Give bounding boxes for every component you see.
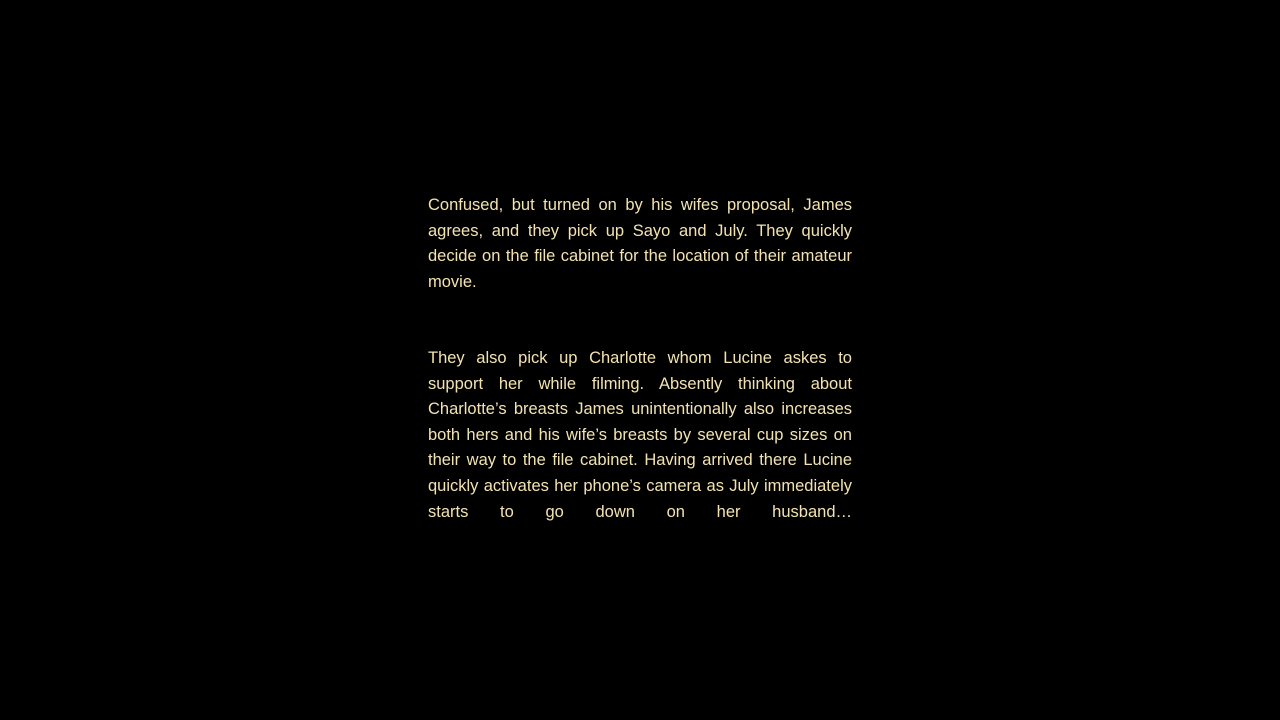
narration-paragraph-2: They also pick up Charlotte whom Lucine askes to support her while filming. Absently thinking about Charlotte’s breasts James unintentionally also increases both hers and his wife’s breasts by several cup sizes on their way to the file cabinet. Having arrived there Lucine quickly activates her phone’s camera as July immediately starts to go down on her husband… xyxy=(428,348,852,521)
narration-paragraph-1: Confused, but turned on by his wifes proposal, James agrees, and they pick up Sayo and July. They quickly decide on the file cabinet for the location of their amateur movie. xyxy=(428,196,852,291)
narration-text-block xyxy=(428,193,852,551)
